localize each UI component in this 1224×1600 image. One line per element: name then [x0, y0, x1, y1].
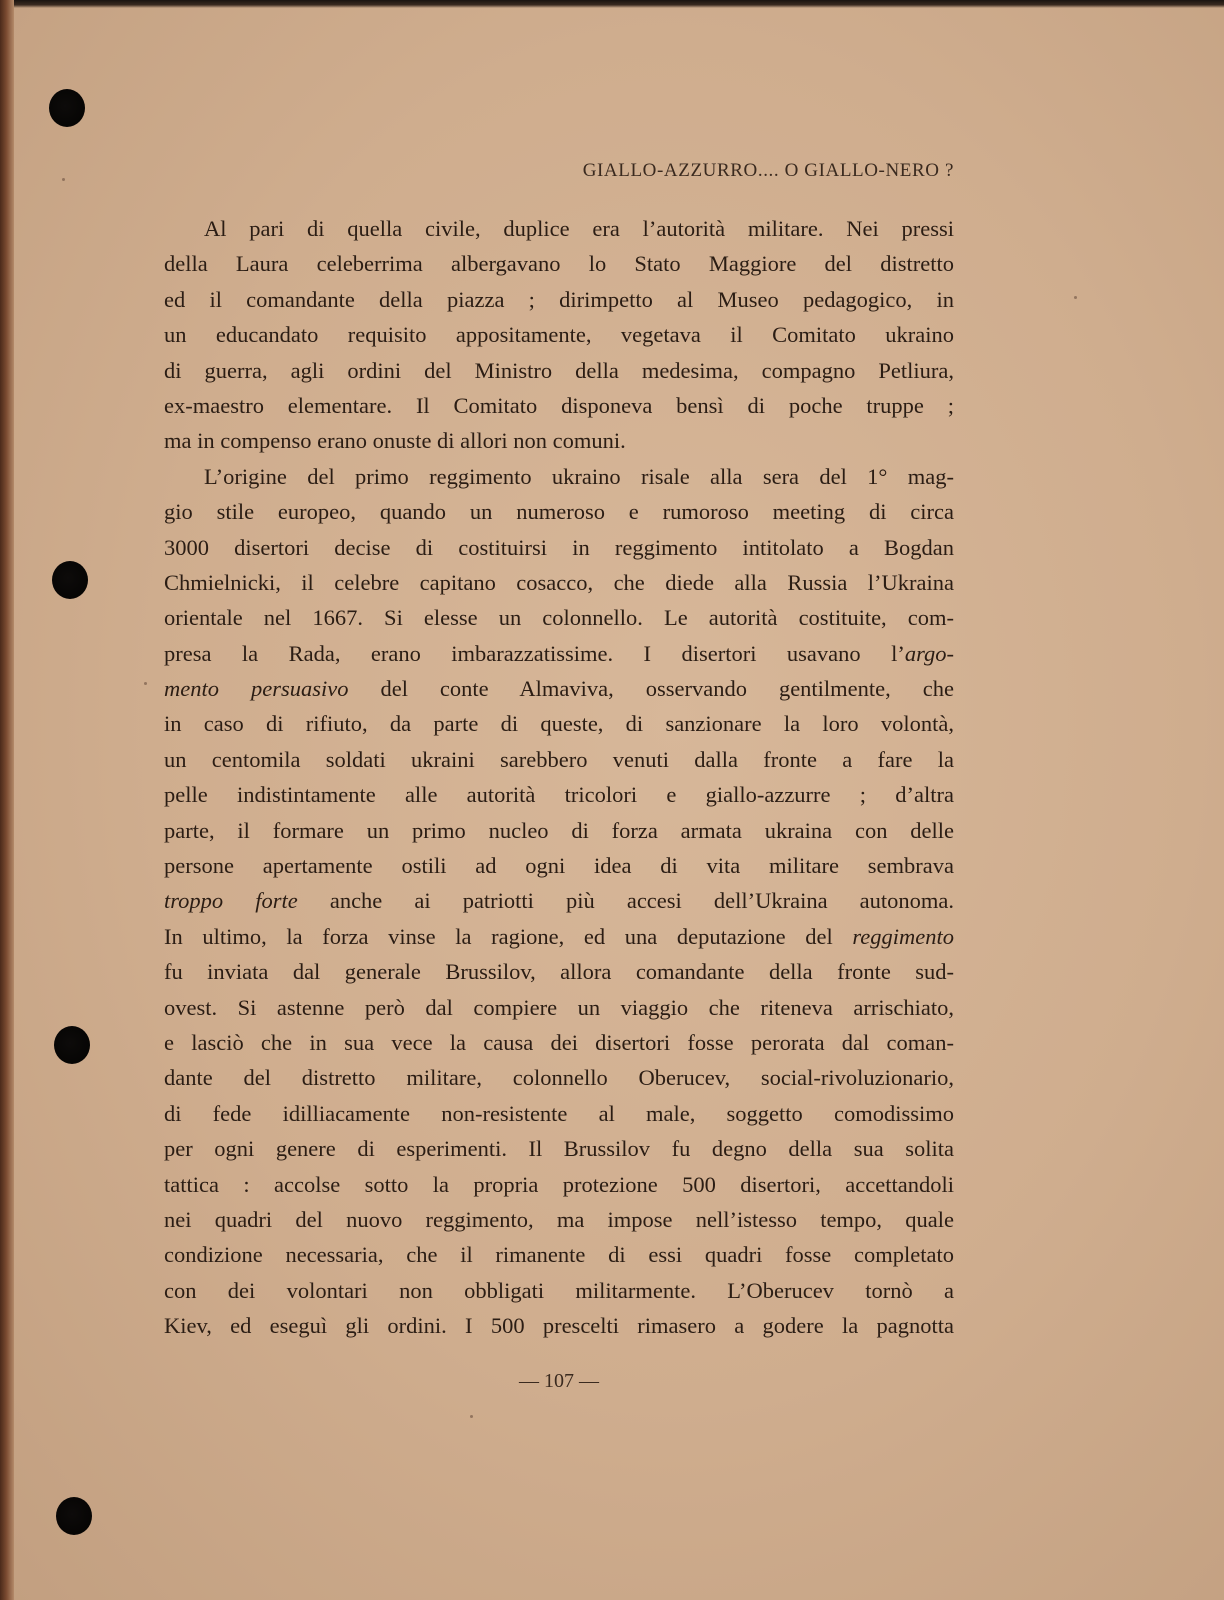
paper-speck: [470, 1415, 473, 1418]
text-line: [164, 423, 954, 458]
text-span: ma in compenso erano onuste di allori non comuni.: [164, 428, 626, 454]
text-line: [164, 1131, 954, 1166]
italic-text: troppo forte: [164, 888, 298, 914]
text-line: [164, 388, 954, 423]
text-line: [164, 990, 954, 1025]
punch-hole: [52, 561, 88, 599]
text-line: [164, 353, 954, 388]
text-span: con dei volontari non obbligati militarmente. L’Oberucev tornò a: [164, 1277, 954, 1303]
punch-hole: [49, 89, 85, 127]
text-span: di fede idilliacamente non-resistente al male, soggetto comodissimo: [164, 1100, 954, 1126]
text-span: un centomila soldati ukraini sarebbero venuti dalla fronte a fare la: [164, 746, 954, 772]
text-span: nei quadri del nuovo reggimento, ma impose nell’istesso tempo, quale: [164, 1206, 954, 1232]
text-line: [164, 565, 954, 600]
paper-speck: [144, 682, 147, 685]
text-span: presa la Rada, erano imbarazzatissime. I disertori usavano l’: [164, 640, 905, 666]
text-line: [164, 919, 954, 954]
italic-text: mento persuasivo: [164, 676, 349, 702]
text-span: persone apertamente ostili ad ogni idea di vita militare sembrava: [164, 853, 954, 879]
page-number: — 107 —: [519, 1370, 599, 1392]
text-span: pelle indistintamente alle autorità tricolori e giallo-azzurre ; d’altra: [164, 782, 954, 808]
text-span: Al pari di quella civile, duplice era l’autorità militare. Nei pressi: [204, 216, 954, 241]
italic-text: argo-: [904, 640, 954, 666]
text-span: per ogni genere di esperimenti. Il Brussilov fu degno della sua solita: [164, 1136, 954, 1162]
text-line: [164, 848, 954, 883]
text-span: gio stile europeo, quando un numeroso e rumoroso meeting di circa: [164, 499, 954, 525]
text-line: [164, 459, 954, 494]
text-span: e lasciò che in sua vece la causa dei disertori fosse perorata dal coman-: [164, 1029, 954, 1055]
text-span: in caso di rifiuto, da parte di queste, di sanzionare la loro volontà,: [164, 711, 954, 737]
text-line: [164, 636, 954, 671]
text-line: [164, 530, 954, 565]
punch-hole: [54, 1026, 90, 1064]
text-line: [164, 600, 954, 635]
text-line: [164, 1060, 954, 1095]
text-line: [164, 954, 954, 989]
text-span: ex-maestro elementare. Il Comitato disponeva bensì di poche truppe ;: [164, 392, 954, 418]
text-span: dante del distretto militare, colonnello Oberucev, social-rivoluzionario,: [164, 1065, 954, 1091]
text-line: [164, 813, 954, 848]
text-line: [164, 1273, 954, 1308]
text-line: [164, 777, 954, 812]
text-line: [164, 742, 954, 777]
text-span: Chmielnicki, il celebre capitano cosacco, che diede alla Russia l’Ukraina: [164, 569, 954, 595]
binding-edge: [0, 0, 14, 1600]
text-span: orientale nel 1667. Si elesse un colonnello. Le autorità costituite, com-: [164, 605, 954, 631]
text-span: di guerra, agli ordini del Ministro della medesima, compagno Petliura,: [164, 357, 954, 383]
text-span: ovest. Si astenne però dal compiere un viaggio che riteneva arrischiato,: [164, 994, 954, 1020]
text-span: anche ai patriotti più accesi dell’Ukraina autonoma.: [297, 888, 954, 914]
text-line: [164, 1025, 954, 1060]
text-span: ed il comandante della piazza ; dirimpetto al Museo pedagogico, in: [164, 286, 954, 312]
text-span: condizione necessaria, che il rimanente di essi quadri fosse completato: [164, 1242, 954, 1268]
punch-hole: [56, 1497, 92, 1535]
text-line: [164, 494, 954, 529]
text-span: L’origine del primo reggimento ukraino risale alla sera del 1° mag-: [204, 463, 954, 489]
text-span: tattica : accolse sotto la propria protezione 500 disertori, accettandoli: [164, 1171, 954, 1197]
text-line: [164, 282, 954, 317]
text-line: [164, 1308, 954, 1343]
text-span: del conte Almaviva, osservando gentilmente, che: [348, 676, 954, 702]
text-span: un educandato requisito appositamente, vegetava il Comitato ukraino: [164, 322, 954, 348]
text-span: fu inviata dal generale Brussilov, allora comandante della fronte sud-: [164, 959, 954, 985]
text-span: In ultimo, la forza vinse la ragione, ed una deputazione del: [164, 923, 853, 949]
text-line: [164, 1096, 954, 1131]
paper-speck: [62, 178, 65, 181]
text-line: [164, 211, 954, 246]
text-line: [164, 246, 954, 281]
text-span: 3000 disertori decise di costituirsi in reggimento intitolato a Bogdan: [164, 534, 954, 560]
text-line: [164, 883, 954, 918]
text-span: Kiev, ed eseguì gli ordini. I 500 prescelti rimasero a godere la pagnotta: [164, 1313, 954, 1339]
body-text: [164, 211, 954, 1344]
text-line: [164, 1167, 954, 1202]
text-line: [164, 1202, 954, 1237]
text-line: [164, 1237, 954, 1272]
text-line: [164, 706, 954, 741]
running-header: GIALLO-AZZURRO.... O GIALLO-NERO ?: [582, 160, 954, 181]
text-line: [164, 671, 954, 706]
page-top-edge: [0, 0, 1224, 8]
italic-text: reggimento: [852, 923, 954, 949]
text-line: [164, 317, 954, 352]
text-span: della Laura celeberrima albergavano lo Stato Maggiore del distretto: [164, 251, 954, 277]
text-span: parte, il formare un primo nucleo di forza armata ukraina con delle: [164, 817, 954, 843]
paper-speck: [1074, 296, 1077, 299]
